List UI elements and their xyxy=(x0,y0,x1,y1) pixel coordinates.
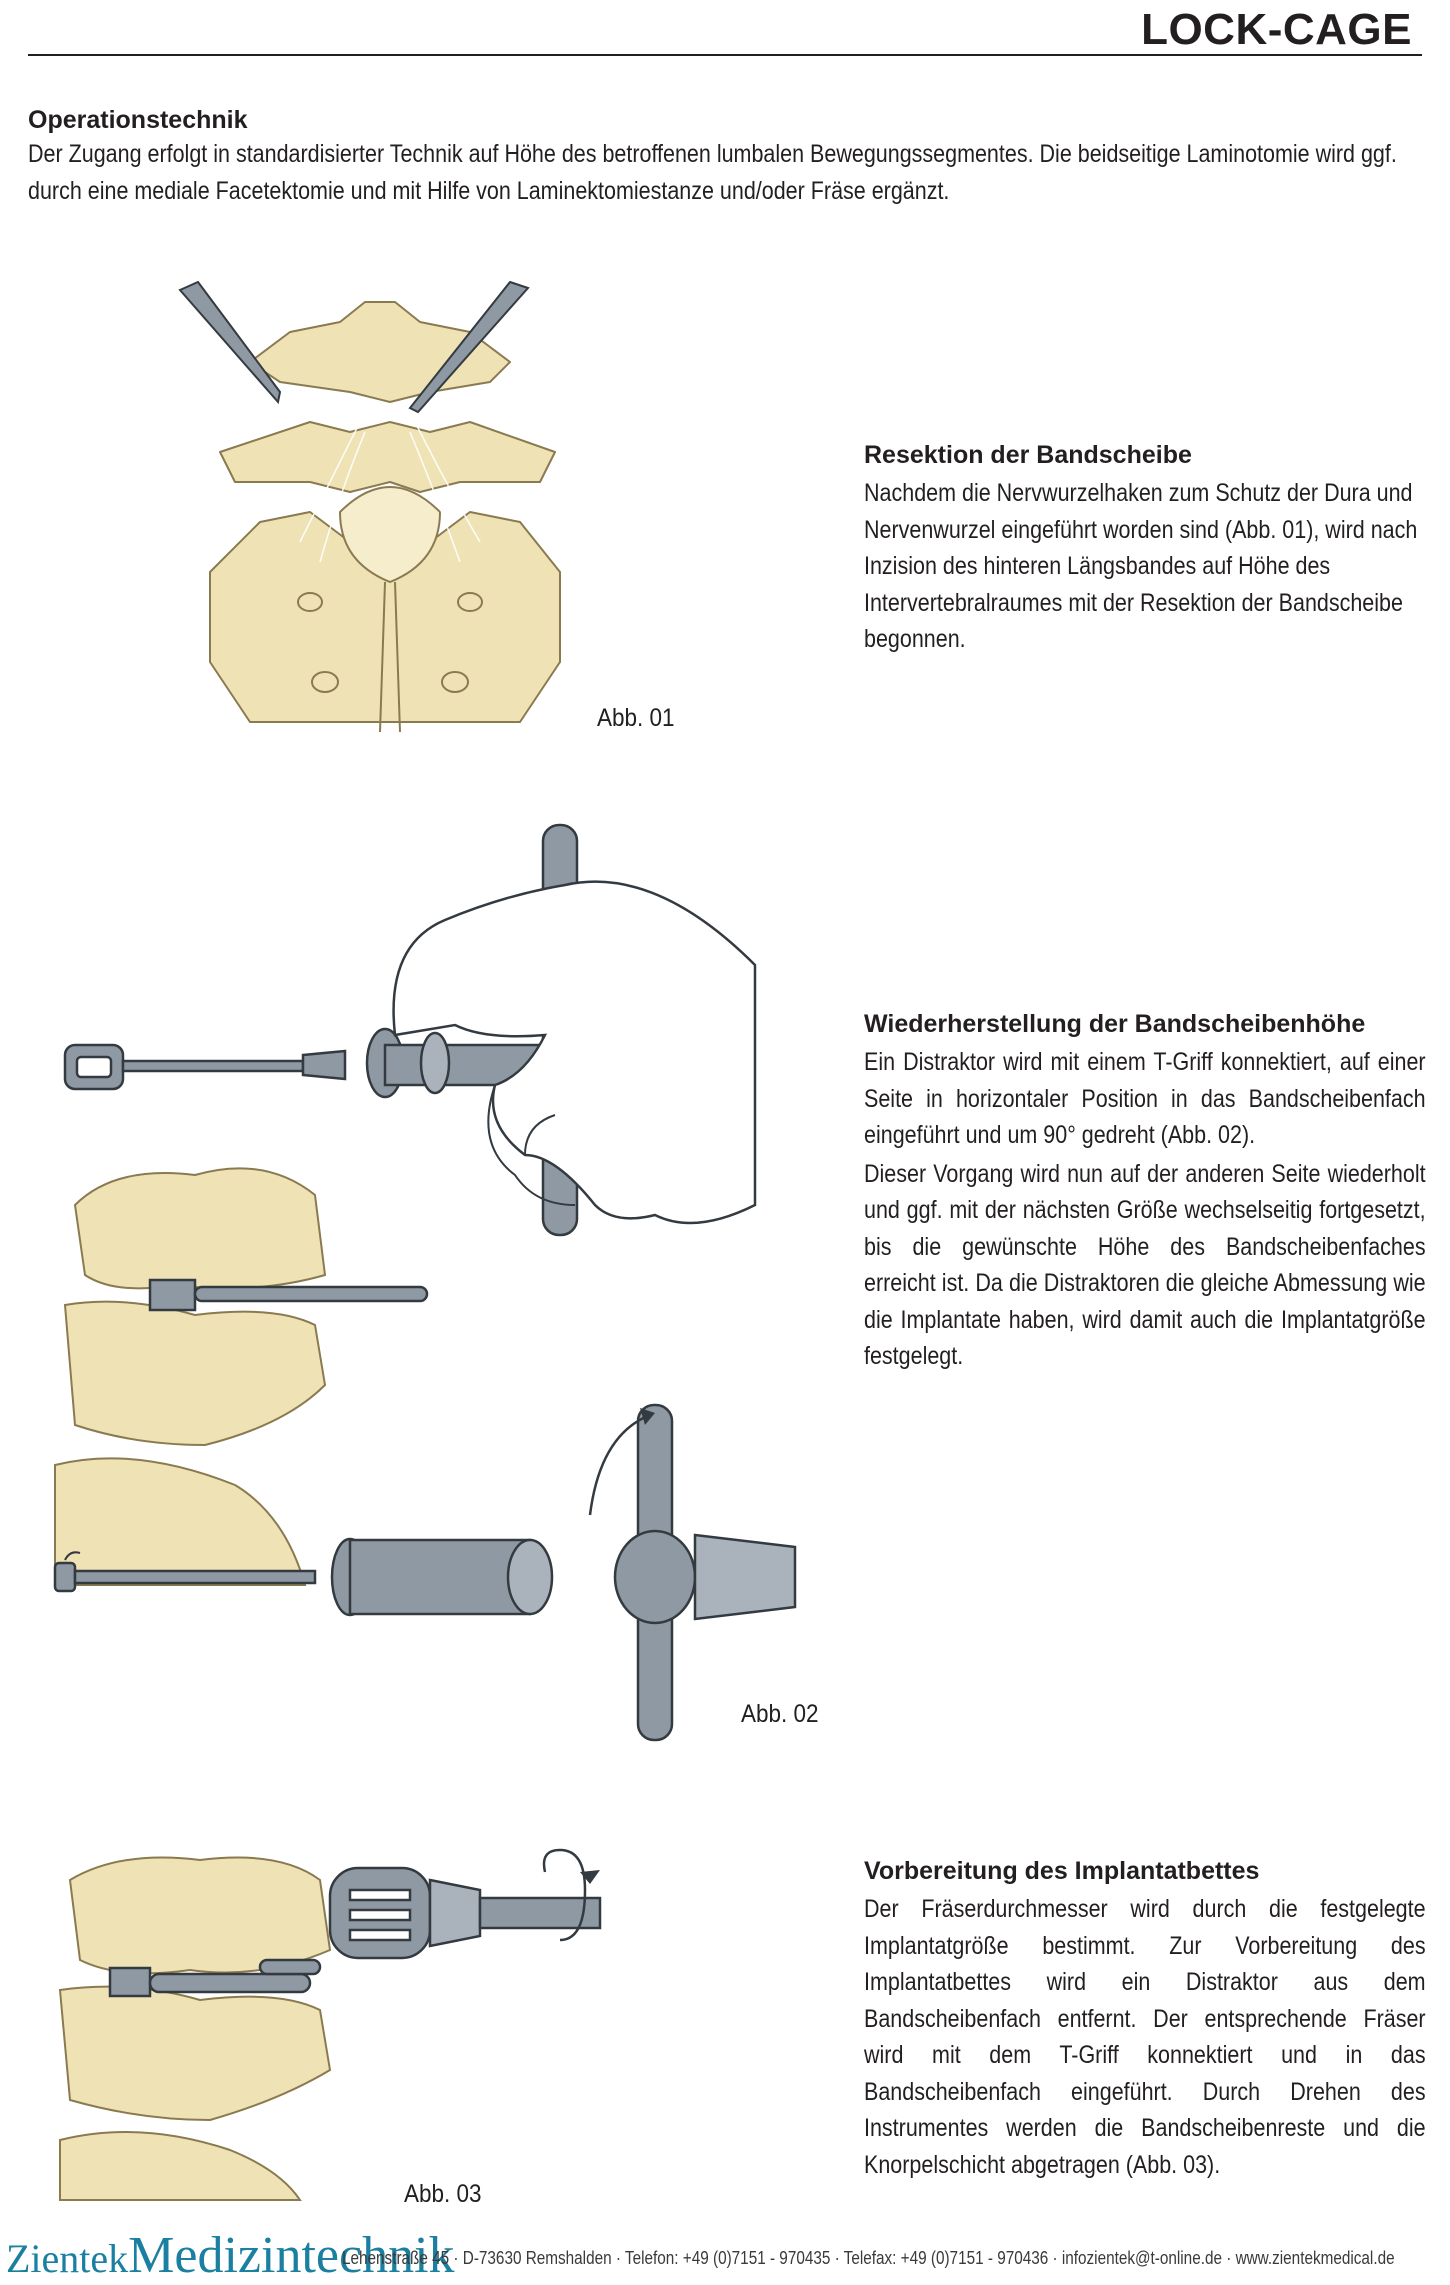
footer-address: Lehenstraße 45 · D-73630 Remshalden · Telefon: +49 (0)7151 - 970435 · Telefax: +49 (0)7151 - 970436 · infozientek@t-online.de · www.zientekmedical.de xyxy=(342,2248,1395,2268)
figure-02-caption: Abb. 02 xyxy=(741,1700,819,1728)
section-resektion xyxy=(864,439,1426,658)
section-2-text-2: Dieser Vorgang wird nun auf der anderen Seite wiederholt und ggf. mit der nächsten Größe wechselseitig fortgesetzt, bis die gewünschte Höhe des Bandscheibenfaches erreicht ist. Da die Distraktoren die gleiche Abmessung wie die Implantate haben, wird damit auch die Implantatgröße festgelegt. xyxy=(864,1159,1426,1370)
intro-heading: Operationstechnik xyxy=(28,106,248,134)
header-rule xyxy=(28,54,1422,56)
intro-text: Der Zugang erfolgt in standardisierter Technik auf Höhe des betroffenen lumbalen Bewegungssegmentes. Die beidseitige Laminotomie wird ggf. durch eine mediale Facetektomie und mit Hilfe von Laminektomiestanze und/oder Fräse ergänzt. xyxy=(28,140,1397,205)
section-3-text: Der Fräserdurchmesser wird durch die festgelegte Implantatgröße bestimmt. Zur Vorbereitung des Implantatbettes wird ein Distraktor aus dem Bandscheibenfach entfernt. Der entsprechende Fräser wird mit dem T-Griff konnektiert und in das Bandscheibenfach eingeführt. Durch Drehen des Instrumentes werden die Bandscheibenreste und die Knorpelschicht abgetragen (Abb. 03). xyxy=(864,1895,1426,2179)
intro-section xyxy=(28,104,1408,209)
figure-03-caption: Abb. 03 xyxy=(404,2180,482,2208)
section-2-text-1: Ein Distraktor wird mit einem T-Griff konnektiert, auf einer Seite in horizontaler Position in das Bandscheibenfach eingeführt und um 90° gedreht (Abb. 02). xyxy=(864,1048,1426,1149)
section-1-heading: Resektion der Bandscheibe xyxy=(864,441,1192,469)
section-1-text: Nachdem die Nervwurzelhaken zum Schutz der Dura und Nervenwurzel eingeführt worden sind (Abb. 01), wird nach Inzision des hinteren Längsbandes auf Höhe des Intervertebralraumes mit der Resektion der Bandscheibe begonnen. xyxy=(864,479,1418,653)
section-vorbereitung xyxy=(864,1855,1426,2183)
figure-01-caption: Abb. 01 xyxy=(597,704,675,732)
figure-01-spine-illustration xyxy=(190,282,580,742)
document-title: LOCK-CAGE xyxy=(1141,5,1412,54)
section-2-heading: Wiederherstellung der Bandscheibenhöhe xyxy=(864,1010,1366,1038)
logo-part-1: Zientek xyxy=(6,2236,129,2281)
logo-part-2: Medizintechnik xyxy=(128,2227,455,2284)
section-wiederherstellung xyxy=(864,1008,1426,1375)
figure-03-milling-illustration xyxy=(60,1850,600,2200)
section-3-heading: Vorbereitung des Implantatbettes xyxy=(864,1857,1260,1885)
figure-02-distractor-illustration xyxy=(55,825,815,1740)
